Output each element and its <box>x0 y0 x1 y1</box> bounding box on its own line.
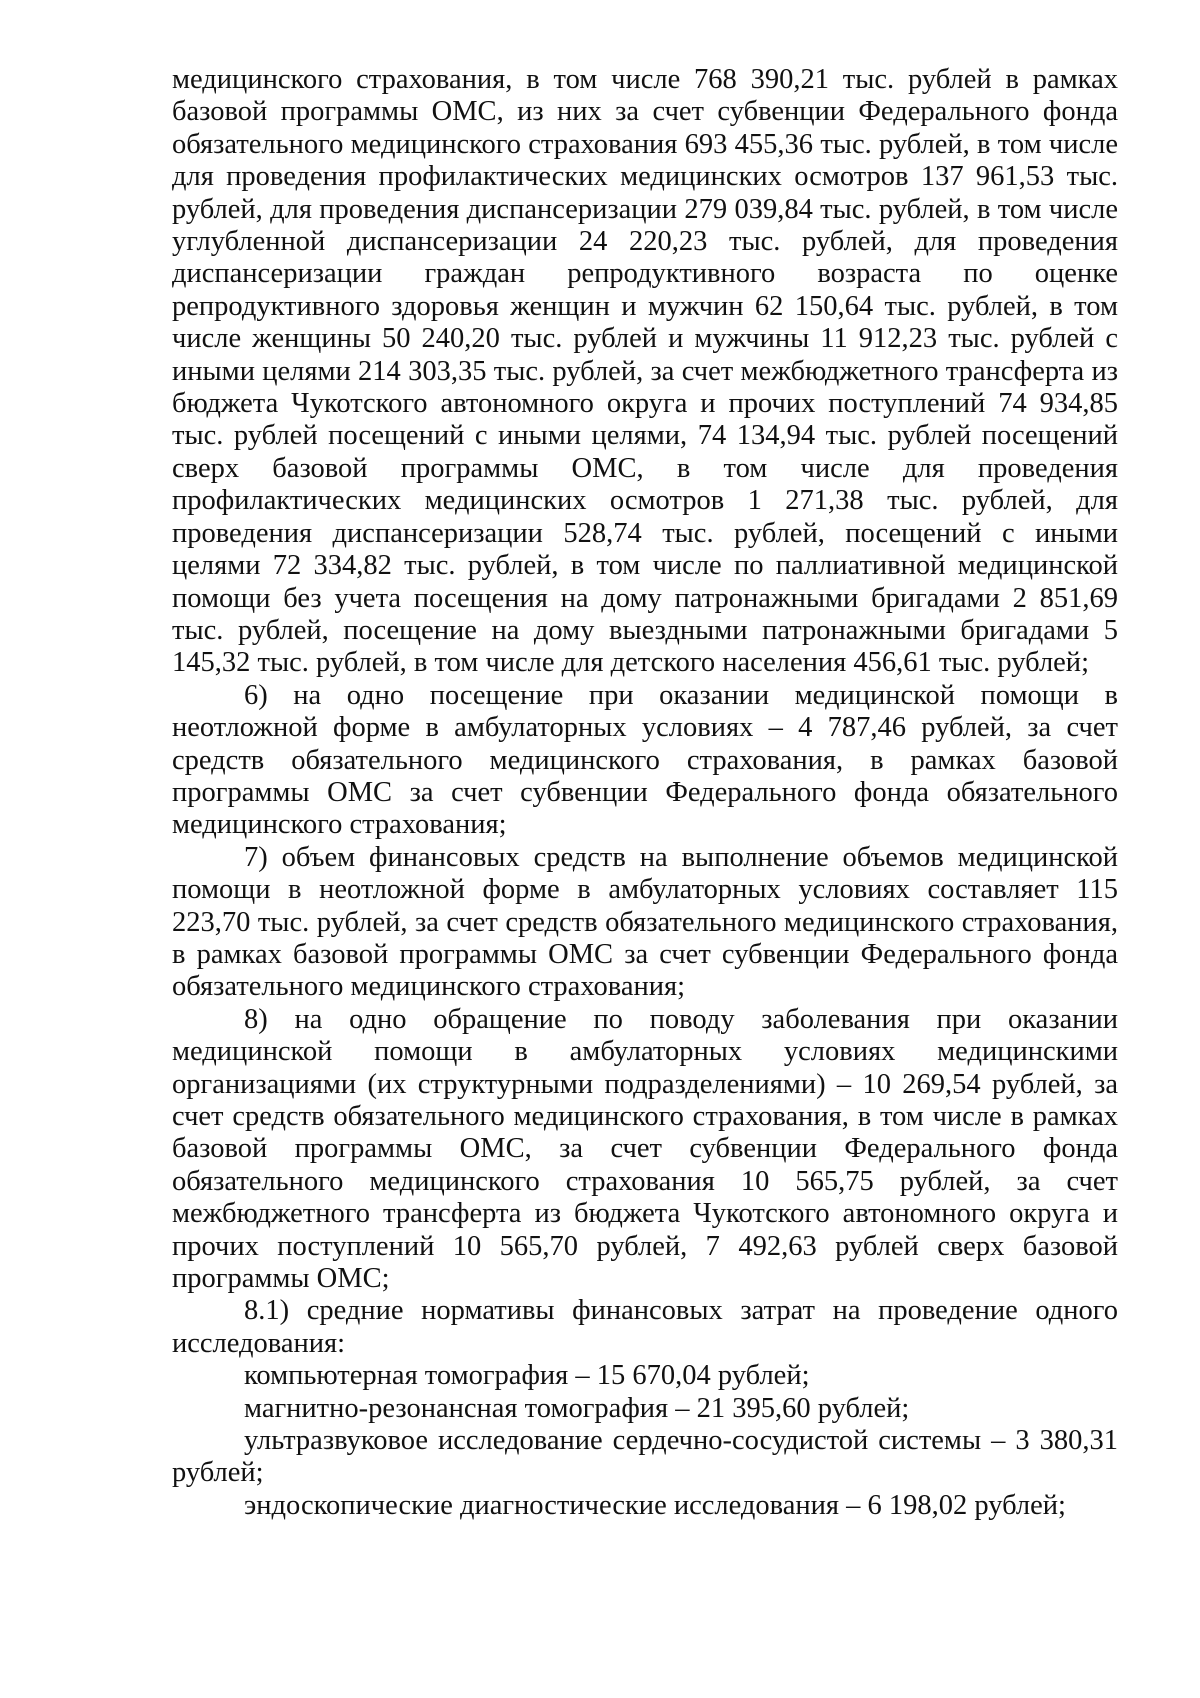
paragraph-continuation: медицинского страхования, в том числе 768 390,21 тыс. рублей в рамках базовой программы ОМС, из них за счет субвенции Федерального фонда обязательного медицинского страхования 693 455,36 тыс. рублей, в том числе для проведения профилактических медицинских осмотров 137 961,53 тыс. рублей, для проведения диспансеризации 279 039,84 тыс. рублей, в том числе углубленной диспансеризации 24 220,23 тыс. рублей, для проведения диспансеризации граждан репродуктивного возраста по оценке репродуктивного здоровья женщин и мужчин 62 150,64 тыс. рублей, в том числе женщины 50 240,20 тыс. рублей и мужчины 11 912,23 тыс. рублей с иными целями 214 303,35 тыс. рублей, за счет межбюджетного трансферта из бюджета Чукотского автономного округа и прочих поступлений 74 934,85 тыс. рублей посещений с иными целями, 74 134,94 тыс. рублей посещений сверх базовой программы ОМС, в том числе для проведения профилактических медицинских осмотров 1 271,38 тыс. рублей, для проведения диспансеризации 528,74 тыс. рублей, посещений с иными целями 72 334,82 тыс. рублей, в том числе по паллиативной медицинской помощи без учета посещения на дому патронажными бригадами 2 851,69 тыс. рублей, посещение на дому выездными патронажными бригадами 5 145,32 тыс. рублей, в том числе для детского населения 456,61 тыс. рублей; <box>172 64 1118 679</box>
paragraph-item-7: 7) объем финансовых средств на выполнение объемов медицинской помощи в неотложной форме в амбулаторных условиях составляет 115 223,70 тыс. рублей, за счет средств обязательного медицинского страхования, в рамках базовой программы ОМС за счет субвенции Федерального фонда обязательного медицинского страхования; <box>172 841 1118 1003</box>
norm-endoscopy: эндоскопические диагностические исследования – 6 198,02 рублей; <box>244 1489 1066 1521</box>
norm-mri: магнитно-резонансная томография – 21 395,60 рублей; <box>244 1392 910 1424</box>
paragraph-item-8: 8) на одно обращение по поводу заболевания при оказании медицинской помощи в амбулаторных условиях медицинскими организациями (их структурными подразделениями) – 10 269,54 рублей, за счет средств обязательного медицинского страхования, в том числе в рамках базовой программы ОМС, за счет субвенции Федерального фонда обязательного медицинского страхования 10 565,75 рублей, за счет межбюджетного трансферта из бюджета Чукотского автономного округа и прочих поступлений 10 565,70 рублей, 7 492,63 рублей сверх базовой программы ОМС; <box>172 1003 1118 1295</box>
norm-ultrasound-cardiovascular: ультразвуковое исследование сердечно-сосудистой системы – 3 380,31 рублей; <box>172 1425 1118 1489</box>
paragraph-item-8-1: 8.1) средние нормативы финансовых затрат на проведение одного исследования: <box>172 1295 1118 1359</box>
document-page <box>172 64 1118 1522</box>
norm-computed-tomography: компьютерная томография – 15 670,04 рублей; <box>244 1360 810 1392</box>
paragraph-item-6: 6) на одно посещение при оказании медицинской помощи в неотложной форме в амбулаторных условиях – 4 787,46 рублей, за счет средств обязательного медицинского страхования, в рамках базовой программы ОМС за счет субвенции Федерального фонда обязательного медицинского страхования; <box>172 679 1118 841</box>
